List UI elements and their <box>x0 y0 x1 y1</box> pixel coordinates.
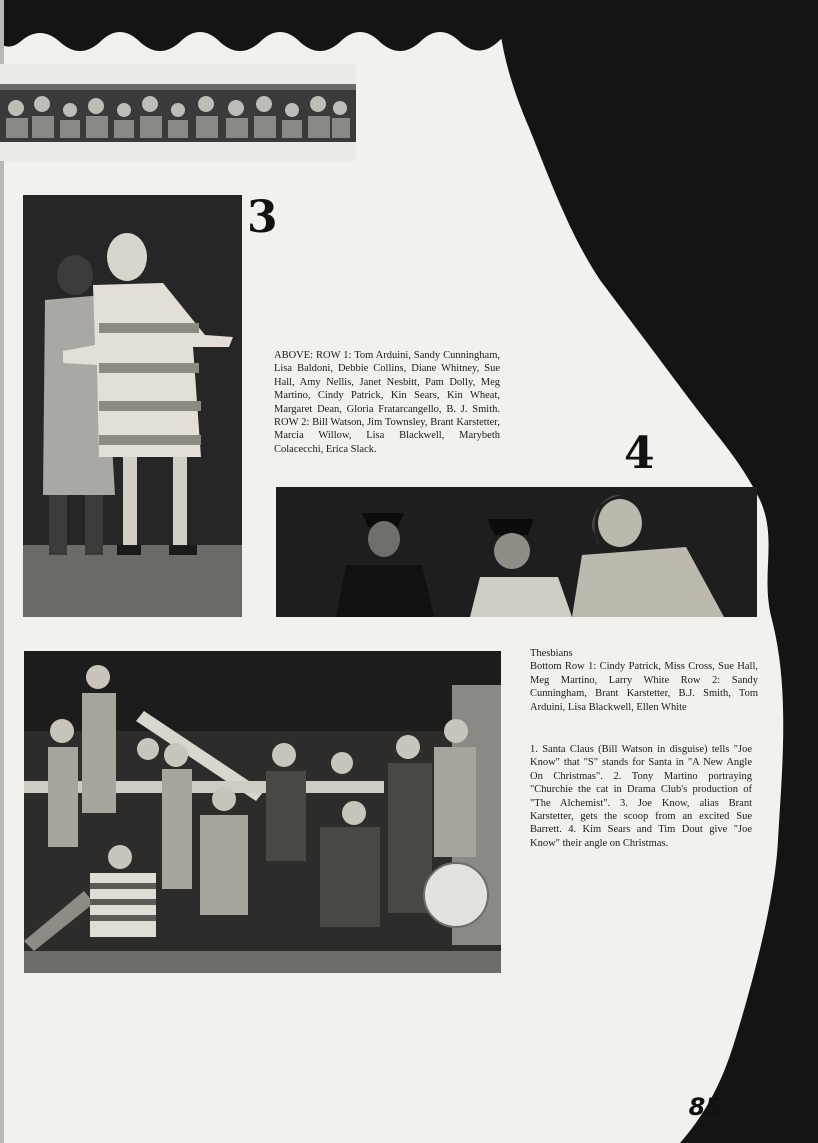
photo-4-number: 4 <box>624 428 654 479</box>
numbered-captions-text: 1. Santa Claus (Bill Watson in disguise) tells "Joe Know" that "S" stands for Santa in "A New Angle On Christmas". 2. Tony Martino portraying "Churchie the cat in Drama Club's production of "The Alchemist". 3. Joe Know, alias Brant Karstetter, gets the scoop from an excited Sue Barrett. 4. Kim Sears and Tim Dout give "Joe Know" their angle on Christmas. <box>530 744 752 849</box>
numbered-captions <box>530 743 752 850</box>
photo-4-stage-scene <box>276 487 757 617</box>
group-photo-strip <box>0 64 356 161</box>
thesbians-body: Bottom Row 1: Cindy Patrick, Miss Cross, Sue Hall, Meg Martino, Larry White Row 2: Sandy Cunningham, Brant Karstetter, B.J. Smith, Tom Arduini, Lisa Blackwell, Ellen White <box>530 661 758 713</box>
photo-3-number: 3 <box>247 192 277 243</box>
thesbians-group-photo <box>24 651 501 973</box>
above-caption-text: ABOVE: ROW 1: Tom Arduini, Sandy Cunningham, Lisa Baldoni, Debbie Collins, Diane Whitney, Sue Hall, Amy Nellis, Janet Nesbitt, Pam Dolly, Meg Martino, Cindy Patrick, Kin Sears, Kin Wheat, Margaret Dean, Gloria Fratarcangello, B. J. Smith. ROW 2: Bill Watson, Jim Townsley, Brant Karstetter, Marcia Willow, Lisa Blackwell, Marybeth Colacecchi, Erica Slack. <box>274 350 500 455</box>
above-caption <box>274 349 500 456</box>
photo-3-stage-scene <box>23 195 242 617</box>
thesbians-title: Thesbians <box>530 648 573 659</box>
page-number: 85 <box>688 1093 722 1121</box>
thesbians-caption <box>530 647 758 714</box>
